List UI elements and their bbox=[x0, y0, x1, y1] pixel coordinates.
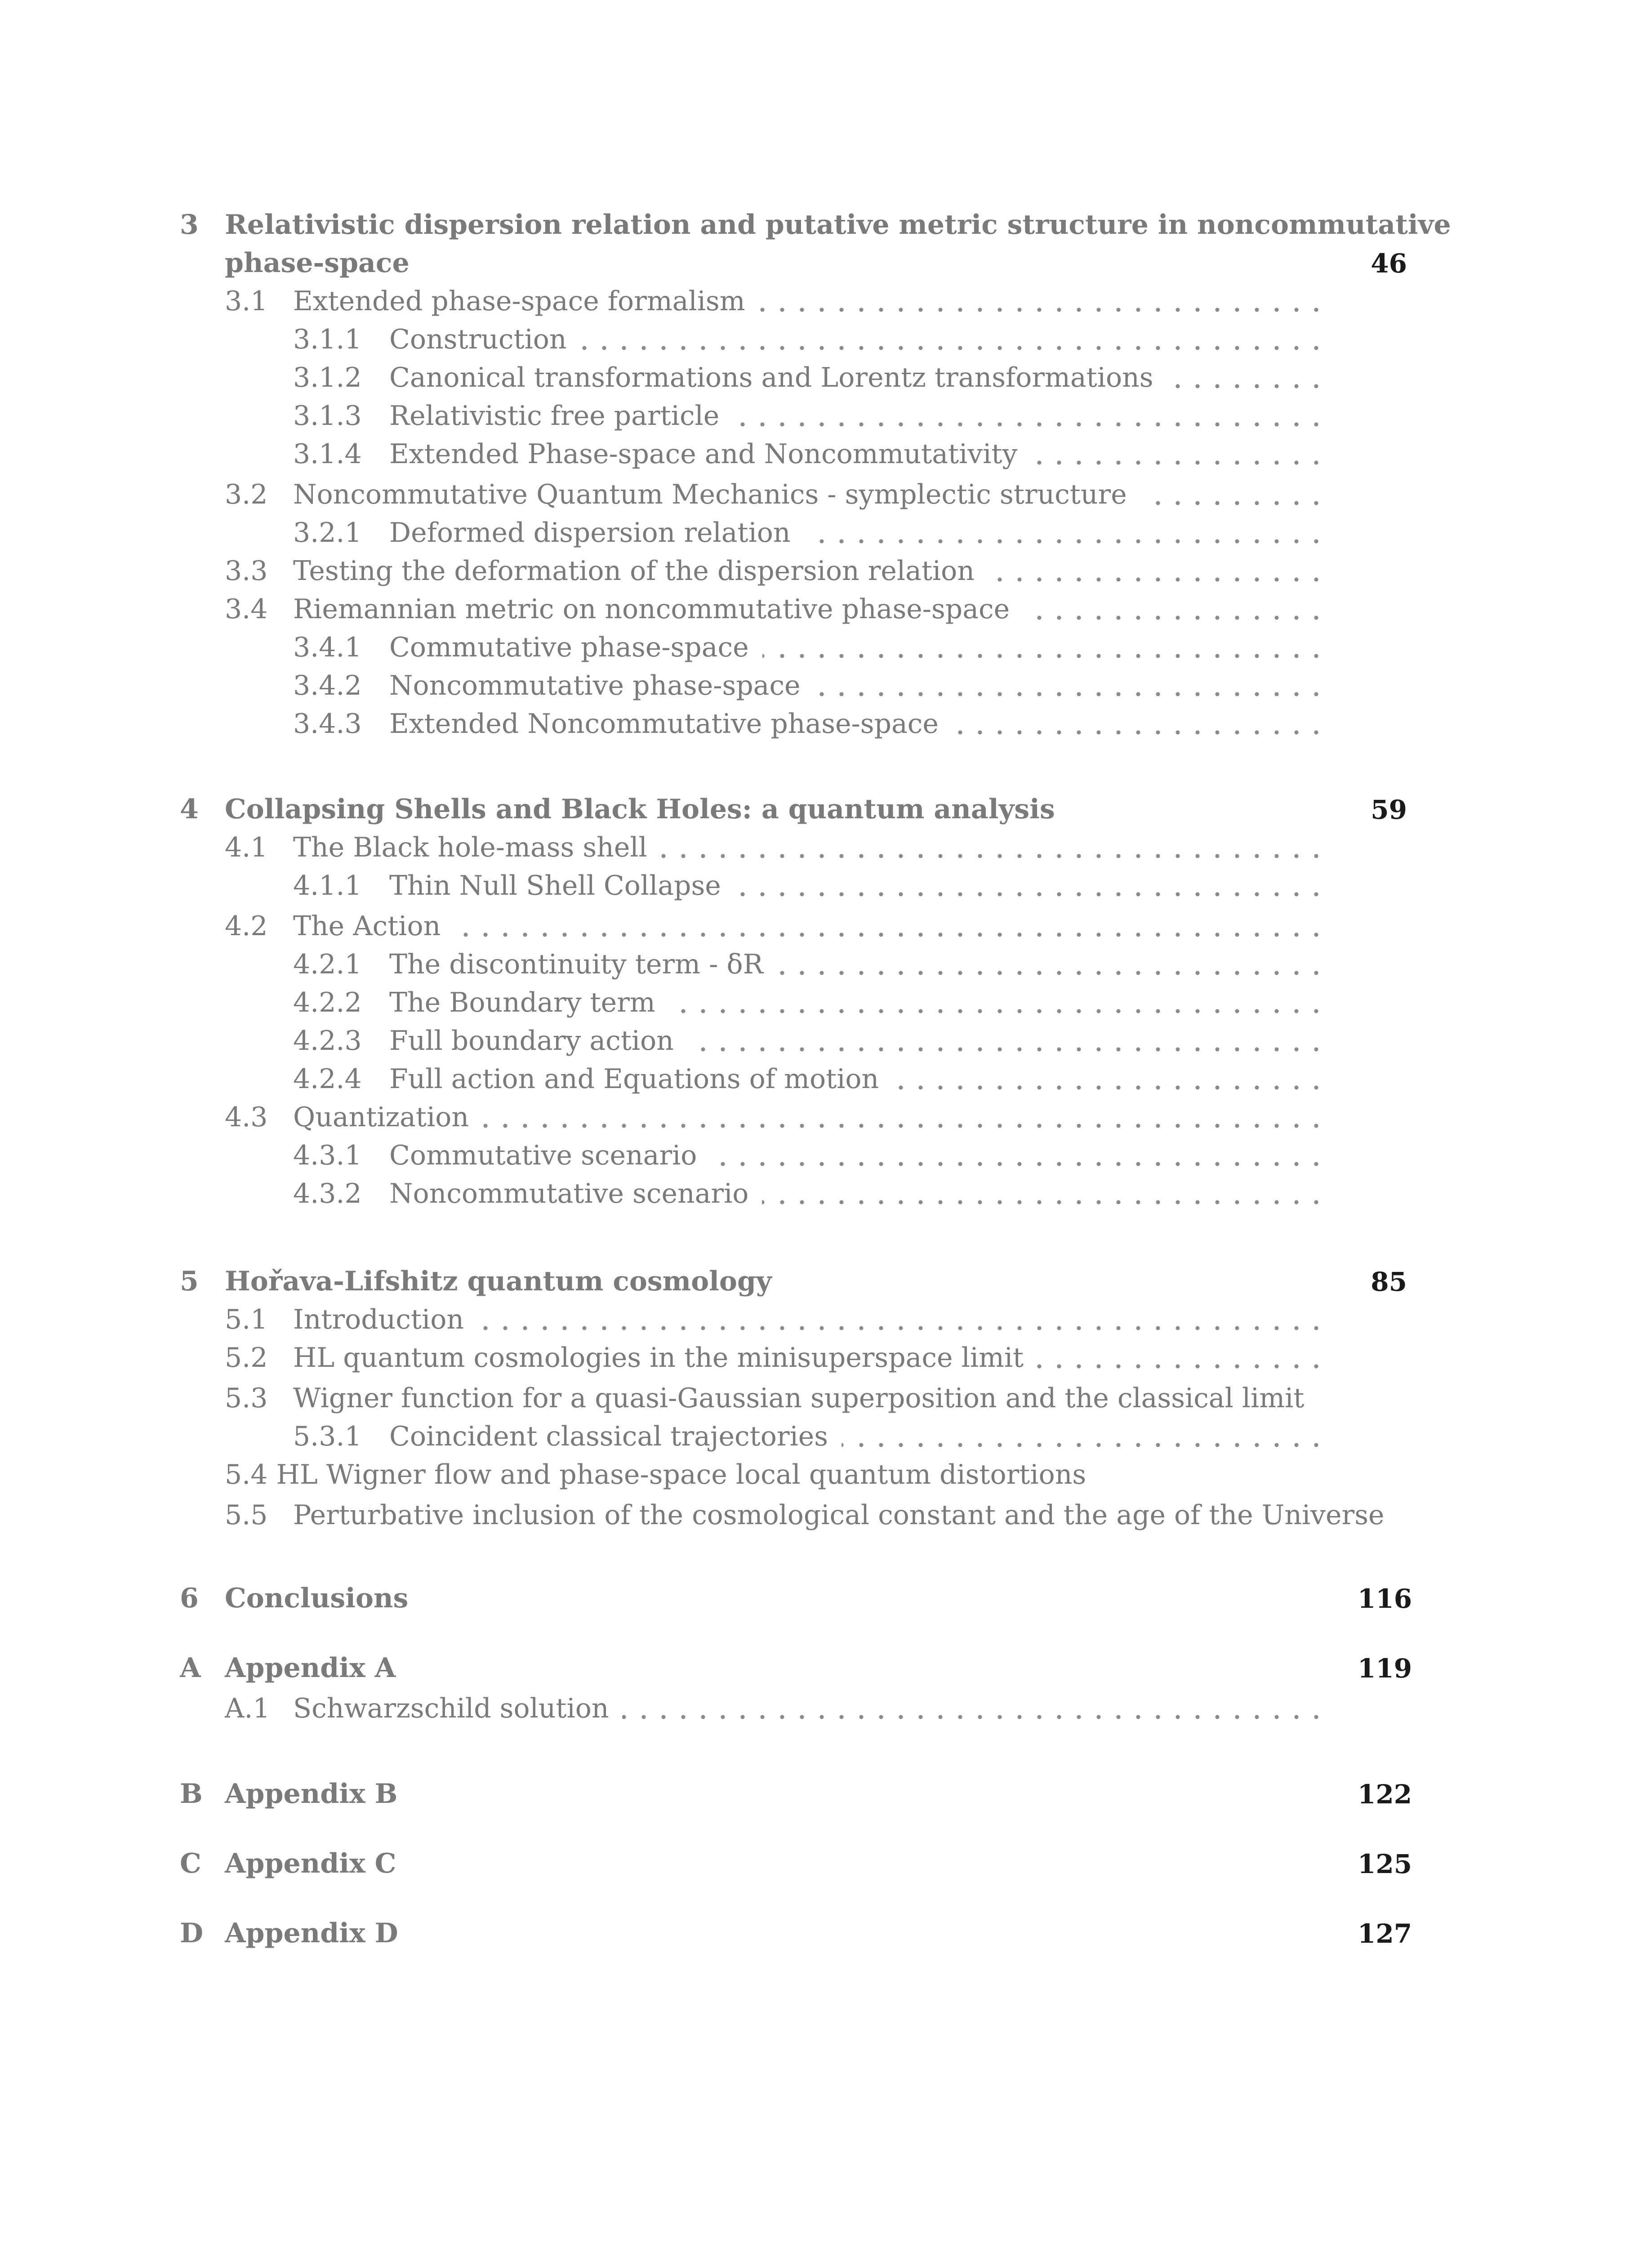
section-number: 4.2 bbox=[225, 910, 268, 942]
dot-leader bbox=[1031, 460, 1326, 465]
section-title[interactable]: Quantization bbox=[293, 1102, 469, 1133]
dot-leader bbox=[804, 539, 1326, 544]
chapter-number: B bbox=[180, 1778, 203, 1810]
subsection-title[interactable]: Extended Noncommutative phase-space bbox=[389, 708, 939, 740]
subsection-number: 3.4.2 bbox=[293, 670, 362, 701]
dot-leader bbox=[1023, 616, 1326, 620]
chapter-title[interactable]: Appendix D bbox=[225, 1918, 398, 1949]
subsection-title[interactable]: Coincident classical trajectories bbox=[389, 1421, 828, 1452]
section-title[interactable]: Extended phase-space formalism bbox=[293, 285, 745, 317]
toc-entry[interactable]: 5.4 HL Wigner flow and phase-space local quantum distortions bbox=[225, 1459, 1086, 1490]
subsection-number: 3.4.3 bbox=[293, 708, 362, 740]
subsection-title[interactable]: Noncommutative scenario bbox=[389, 1178, 749, 1209]
subsection-number: 3.2.1 bbox=[293, 517, 362, 549]
subsection-title[interactable]: Commutative phase-space bbox=[389, 632, 749, 663]
dot-leader bbox=[661, 854, 1326, 858]
dot-leader bbox=[892, 1085, 1326, 1090]
subsection-title[interactable]: Relativistic free particle bbox=[389, 400, 720, 432]
section-number: 5.5 bbox=[225, 1499, 268, 1531]
subsection-title[interactable]: Full action and Equations of motion bbox=[389, 1063, 879, 1095]
subsection-title[interactable]: Commutative scenario bbox=[389, 1140, 697, 1171]
section-title[interactable]: The Action bbox=[293, 910, 441, 942]
subsection-number: 3.4.1 bbox=[293, 632, 362, 663]
dot-leader bbox=[759, 308, 1326, 312]
section-number: 5.2 bbox=[225, 1342, 268, 1374]
section-title[interactable]: Riemannian metric on noncommutative phase-space bbox=[293, 593, 1010, 625]
dot-leader bbox=[735, 892, 1326, 897]
subsection-number: 4.3.2 bbox=[293, 1178, 362, 1209]
dot-leader bbox=[814, 692, 1326, 696]
section-number: 4.3 bbox=[225, 1102, 268, 1133]
subsection-number: 4.3.1 bbox=[293, 1140, 362, 1171]
chapter-title[interactable]: Hořava-Lifshitz quantum cosmology bbox=[225, 1266, 772, 1297]
section-number: 5.1 bbox=[225, 1304, 268, 1335]
dot-leader bbox=[733, 422, 1326, 427]
chapter-page-number: 122 bbox=[1358, 1779, 1412, 1810]
subsection-number: 4.2.4 bbox=[293, 1063, 362, 1095]
subsection-number: 3.1.3 bbox=[293, 400, 362, 432]
subsection-number: 5.3.1 bbox=[293, 1421, 362, 1452]
section-title[interactable]: Schwarzschild solution bbox=[293, 1693, 609, 1724]
chapter-title-continued[interactable]: phase-space bbox=[225, 247, 410, 279]
section-number: 5.3 bbox=[225, 1383, 268, 1414]
section-title[interactable]: Introduction bbox=[293, 1304, 464, 1335]
chapter-number: C bbox=[180, 1848, 201, 1879]
subsection-number: 4.2.1 bbox=[293, 949, 362, 980]
section-number: 3.1 bbox=[225, 285, 268, 317]
chapter-number: 4 bbox=[180, 794, 199, 825]
section-number: A.1 bbox=[225, 1693, 270, 1724]
section-title[interactable]: HL quantum cosmologies in the minisuperspace limit bbox=[293, 1342, 1024, 1374]
subsection-title[interactable]: Extended Phase-space and Noncommutativity bbox=[389, 438, 1018, 470]
chapter-page-number: 85 bbox=[1371, 1267, 1407, 1297]
dot-leader bbox=[669, 1009, 1326, 1013]
section-title[interactable]: Wigner function for a quasi-Gaussian superposition and the classical limit bbox=[293, 1383, 1305, 1414]
dot-leader bbox=[710, 1162, 1326, 1166]
subsection-title[interactable]: Deformed dispersion relation bbox=[389, 517, 791, 549]
subsection-number: 4.2.2 bbox=[293, 987, 362, 1018]
dot-leader bbox=[1140, 501, 1326, 505]
dot-leader bbox=[842, 1443, 1326, 1447]
chapter-page-number: 125 bbox=[1358, 1849, 1412, 1879]
subsection-number: 3.1.2 bbox=[293, 362, 362, 393]
chapter-title[interactable]: Conclusions bbox=[225, 1583, 409, 1614]
chapter-number: A bbox=[180, 1652, 201, 1684]
section-number: 3.4 bbox=[225, 593, 268, 625]
chapter-number: 3 bbox=[180, 209, 199, 241]
subsection-number: 4.1.1 bbox=[293, 870, 362, 901]
subsection-title[interactable]: Construction bbox=[389, 324, 567, 355]
chapter-page-number: 59 bbox=[1371, 794, 1407, 825]
chapter-page-number: 116 bbox=[1358, 1583, 1412, 1614]
dot-leader bbox=[482, 1124, 1326, 1128]
chapter-page-number: 119 bbox=[1358, 1653, 1412, 1684]
section-title[interactable]: Perturbative inclusion of the cosmological constant and the age of the Universe bbox=[293, 1499, 1385, 1531]
dot-leader bbox=[477, 1326, 1326, 1330]
chapter-title[interactable]: Appendix A bbox=[225, 1652, 396, 1684]
chapter-number: 5 bbox=[180, 1266, 199, 1297]
subsection-title[interactable]: Thin Null Shell Collapse bbox=[389, 870, 721, 901]
dot-leader bbox=[1037, 1364, 1326, 1369]
dot-leader bbox=[777, 971, 1326, 975]
chapter-number: D bbox=[180, 1918, 204, 1949]
subsection-number: 3.1.1 bbox=[293, 324, 362, 355]
subsection-title[interactable]: Canonical transformations and Lorentz transformations bbox=[389, 362, 1153, 393]
subsection-number: 4.2.3 bbox=[293, 1025, 362, 1057]
dot-leader bbox=[580, 346, 1326, 350]
section-number: 3.2 bbox=[225, 479, 268, 510]
chapter-title[interactable]: Appendix B bbox=[225, 1778, 398, 1810]
chapter-title[interactable]: Collapsing Shells and Black Holes: a quantum analysis bbox=[225, 794, 1055, 825]
section-title[interactable]: Testing the deformation of the dispersion relation bbox=[293, 555, 975, 587]
subsection-title[interactable]: The discontinuity term - δR bbox=[389, 949, 763, 980]
chapter-page-number: 46 bbox=[1371, 248, 1407, 279]
subsection-title[interactable]: Full boundary action bbox=[389, 1025, 674, 1057]
chapter-page-number: 127 bbox=[1358, 1918, 1412, 1949]
dot-leader bbox=[622, 1715, 1326, 1719]
subsection-number: 3.1.4 bbox=[293, 438, 362, 470]
dot-leader bbox=[952, 730, 1326, 735]
dot-leader bbox=[762, 1200, 1326, 1204]
dot-leader bbox=[988, 577, 1326, 582]
section-number: 4.1 bbox=[225, 832, 268, 863]
chapter-title[interactable]: Relativistic dispersion relation and putative metric structure in noncommutative bbox=[225, 209, 1451, 241]
section-title[interactable]: Noncommutative Quantum Mechanics - symplectic structure bbox=[293, 479, 1127, 510]
section-title[interactable]: The Black hole-mass shell bbox=[293, 832, 647, 863]
chapter-number: 6 bbox=[180, 1583, 199, 1614]
dot-leader bbox=[454, 932, 1326, 937]
dot-leader bbox=[687, 1047, 1326, 1052]
dot-leader bbox=[762, 654, 1326, 658]
section-number: 3.3 bbox=[225, 555, 268, 587]
subsection-title[interactable]: The Boundary term bbox=[389, 987, 655, 1018]
subsection-title[interactable]: Noncommutative phase-space bbox=[389, 670, 801, 701]
dot-leader bbox=[1167, 384, 1326, 388]
chapter-title[interactable]: Appendix C bbox=[225, 1848, 396, 1879]
